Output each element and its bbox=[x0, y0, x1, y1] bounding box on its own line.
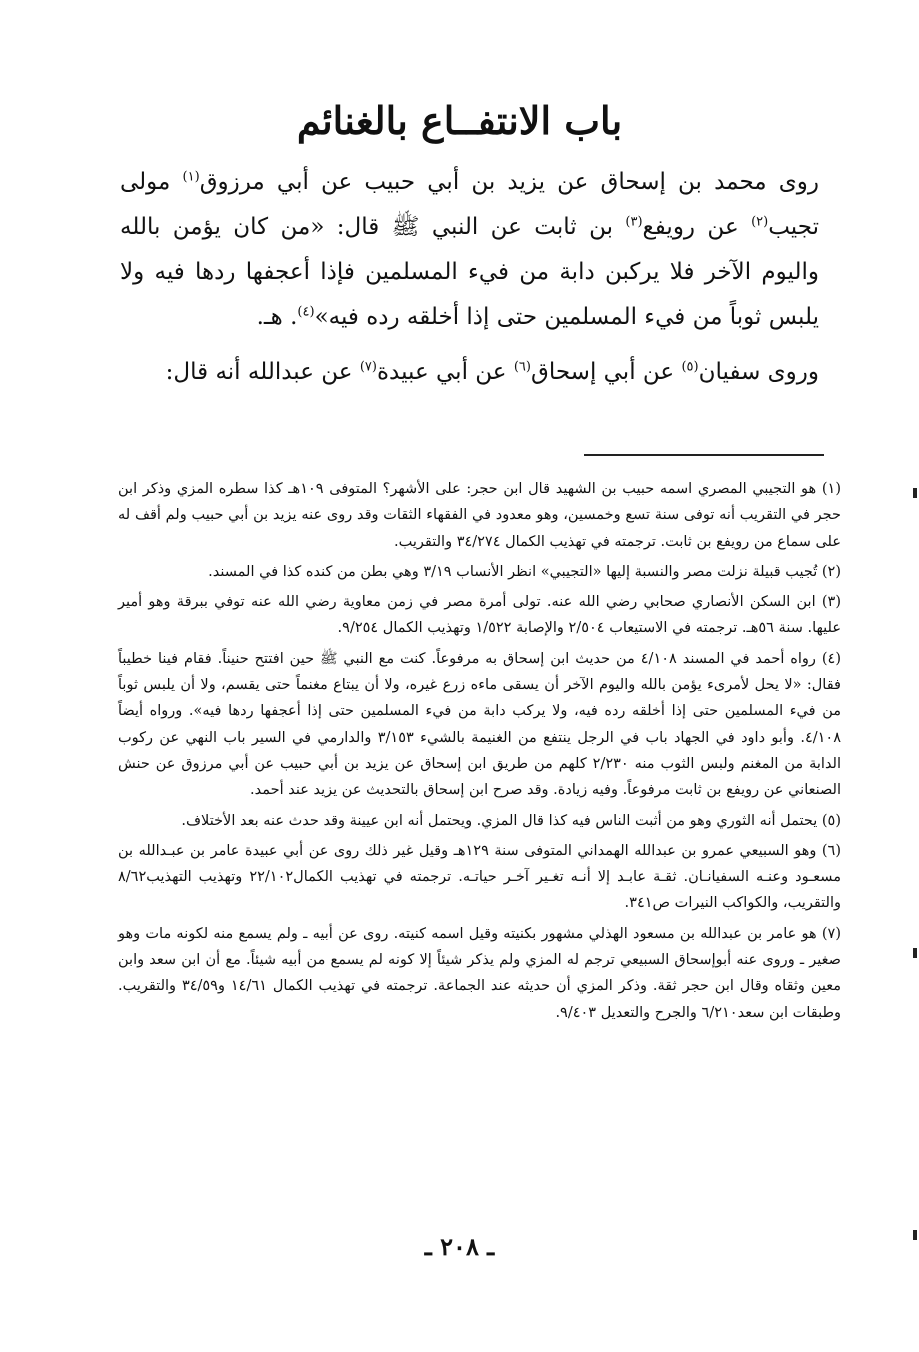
footnote-ref-5: (٥) bbox=[681, 359, 699, 375]
text-run: عن أبي عبيدة bbox=[376, 359, 514, 385]
scan-edge-mark bbox=[913, 948, 917, 958]
text-run: عن عبدالله أنه قال: bbox=[165, 359, 360, 385]
footnote-5: (٥) يحتمل أنه الثوري وهو من أثبت الناس فيه كذا قال المزي. ويحتمل أنه ابن عيينة وقد حدث عنه بعد الأختلاف. bbox=[181, 812, 841, 829]
footnote-ref-7: (٧) bbox=[359, 359, 377, 375]
text-run: . هـ. bbox=[256, 304, 298, 330]
main-paragraph-2 bbox=[120, 350, 819, 395]
text-run: عن رويفع bbox=[642, 214, 752, 240]
footnote-4: (٤) رواه أحمد في المسند ٤/١٠٨ من حديث ابن إسحاق به مرفوعاً. كنت مع النبي ﷺ حين افتتح حنيناً. فقام فينا خطيباً فقال: «لا يحل لأمرىء يؤمن بالله واليوم الآخر أن يسقى ماءه زرع غيره، ولا أن يبتاع مغنماً حتى يقسم، ولا أن يلبس ثوباً من فيء المسلمين حتى إذا أخلقه رده فيه، ولا يركب دابة من فيء المسلمين حتى إذا أعجفها ردها فيه». ورواه أيضاً ٤/١٠٨. وأبو داود في الجهاد باب في الرجل ينتفع من الغنيمة بالشيء ٣/١٥٣ والدارمي في السير باب النهي عن ركوب الدابة من المغنم ولبس الثوب منه ٢/٢٣٠ كلهم من طريق ابن إسحاق عن يزيد بن أبي حبيب عن أبي مرزوق عن حنش الصنعاني عن رويفع بن ثابت مرفوعاً. وفيه زيادة. وقد صرح ابن إسحاق بالتحديث عن يزيد عند أحمد. bbox=[118, 650, 841, 799]
scan-edge-mark bbox=[913, 488, 917, 498]
main-paragraph-1 bbox=[120, 160, 819, 340]
main-text bbox=[120, 160, 819, 395]
footnote-divider bbox=[584, 454, 824, 456]
footnote-3: (٣) ابن السكن الأنصاري صحابي رضي الله عنه. تولى أمرة مصر في زمن معاوية رضي الله عنه توفي ببرقة وهو أمير عليها. سنة ٥٦هـ. ترجمته في الاستيعاب ٢/٥٠٤ والإصابة ١/٥٢٢ وتهذيب الكمال ٩/٢٥٤. bbox=[118, 594, 841, 637]
footnote-ref-2: (٢) bbox=[751, 214, 769, 230]
text-run: روى محمد بن إسحاق عن يزيد بن أبي حبيب عن أبي مرزوق bbox=[199, 169, 820, 195]
footnote-1: (١) هو التجيبي المصري اسمه حبيب بن الشهيد قال ابن حجر: على الأشهر؟ المتوفى ١٠٩هـ كذا سطره المزي وذكر ابن حجر في التقريب أنه توفى سنة تسع وخمسين، وهو معدود في الفقهاء الثقات وقد روى عنه يزيد بن أبي حبيب ولم أقف له على سماع من رويفع بن ثابت. ترجمته في تهذيب الكمال ٣٤/٢٧٤ والتقريب. bbox=[118, 481, 842, 550]
footnote-7: (٧) هو عامر بن عبدالله بن مسعود الهذلي مشهور بكنيته وقيل اسمه كنيته. روى عن أبيه ـ ولم يسمع منه لكونه مات وهو صغير ـ وروى عنه أبوإسحاق السبيعي ترجم له المزي ولم يذكر شيئاً إلا كونه لم يسمع من أبيه شيئاً. مع أن ابن سعد وابن معين وثقاه وقال ابن حجر ثقة. وذكر المزي أن حديثه عند الجماعة. ترجمته في تهذيب الكمال ١٤/٦١ و٣٤/٥٩ والتقريب. وطبقات ابن سعد٦/٢١٠ والجرح والتعديل ٩/٤٠٣. bbox=[118, 925, 842, 1021]
text-run: عن أبي إسحاق bbox=[530, 359, 682, 385]
scan-edge-mark bbox=[913, 1230, 917, 1240]
footnote-2: (٢) تُجيب قبيلة نزلت مصر والنسبة إليها «التجيبي» انظر الأنساب ٣/١٩ وهي بطن من كنده كذا في المسند. bbox=[208, 563, 841, 580]
footnotes-section bbox=[118, 476, 841, 1030]
page-number: ـ ٢٠٨ ـ bbox=[424, 1232, 495, 1261]
footnote-ref-4: (٤) bbox=[297, 304, 315, 320]
footnote-ref-3: (٣) bbox=[625, 214, 643, 230]
chapter-title: باب الانتفــاع بالغنائم bbox=[296, 98, 623, 143]
footnote-6: (٦) وهو السبيعي عمرو بن عبدالله الهمداني المتوفى سنة ١٢٩هـ وقيل غير ذلك روى عن أبي عبيدة عامر بن عبـدالله بن مسعـود وعنـه السفيانـان. ثقـة عابـد إلا أنـه تغـير آخـر حياتـه. ترجمته في تهذيب الكمال٢٢/١٠٢ وتهذيب التهذيب٨/٦٢ والتقريب، والكواكب النيرات ص٣٤١. bbox=[118, 842, 842, 912]
text-run: بن ثابت عن النبي ﷺ قال: «من كان يؤمن بالله واليوم الآخر فلا يركبن دابة من فيء المسلمين فإذا أعجفها ردها فيه ولا يلبس ثوباً من فيء المسلمين حتى إذا أخلقه رده فيه» bbox=[120, 214, 819, 330]
footnote-ref-1: (١) bbox=[182, 169, 200, 185]
text-run: وروى سفيان bbox=[698, 359, 819, 385]
footnote-ref-6: (٦) bbox=[513, 359, 531, 375]
text-run: مولى تجيب bbox=[120, 169, 819, 240]
